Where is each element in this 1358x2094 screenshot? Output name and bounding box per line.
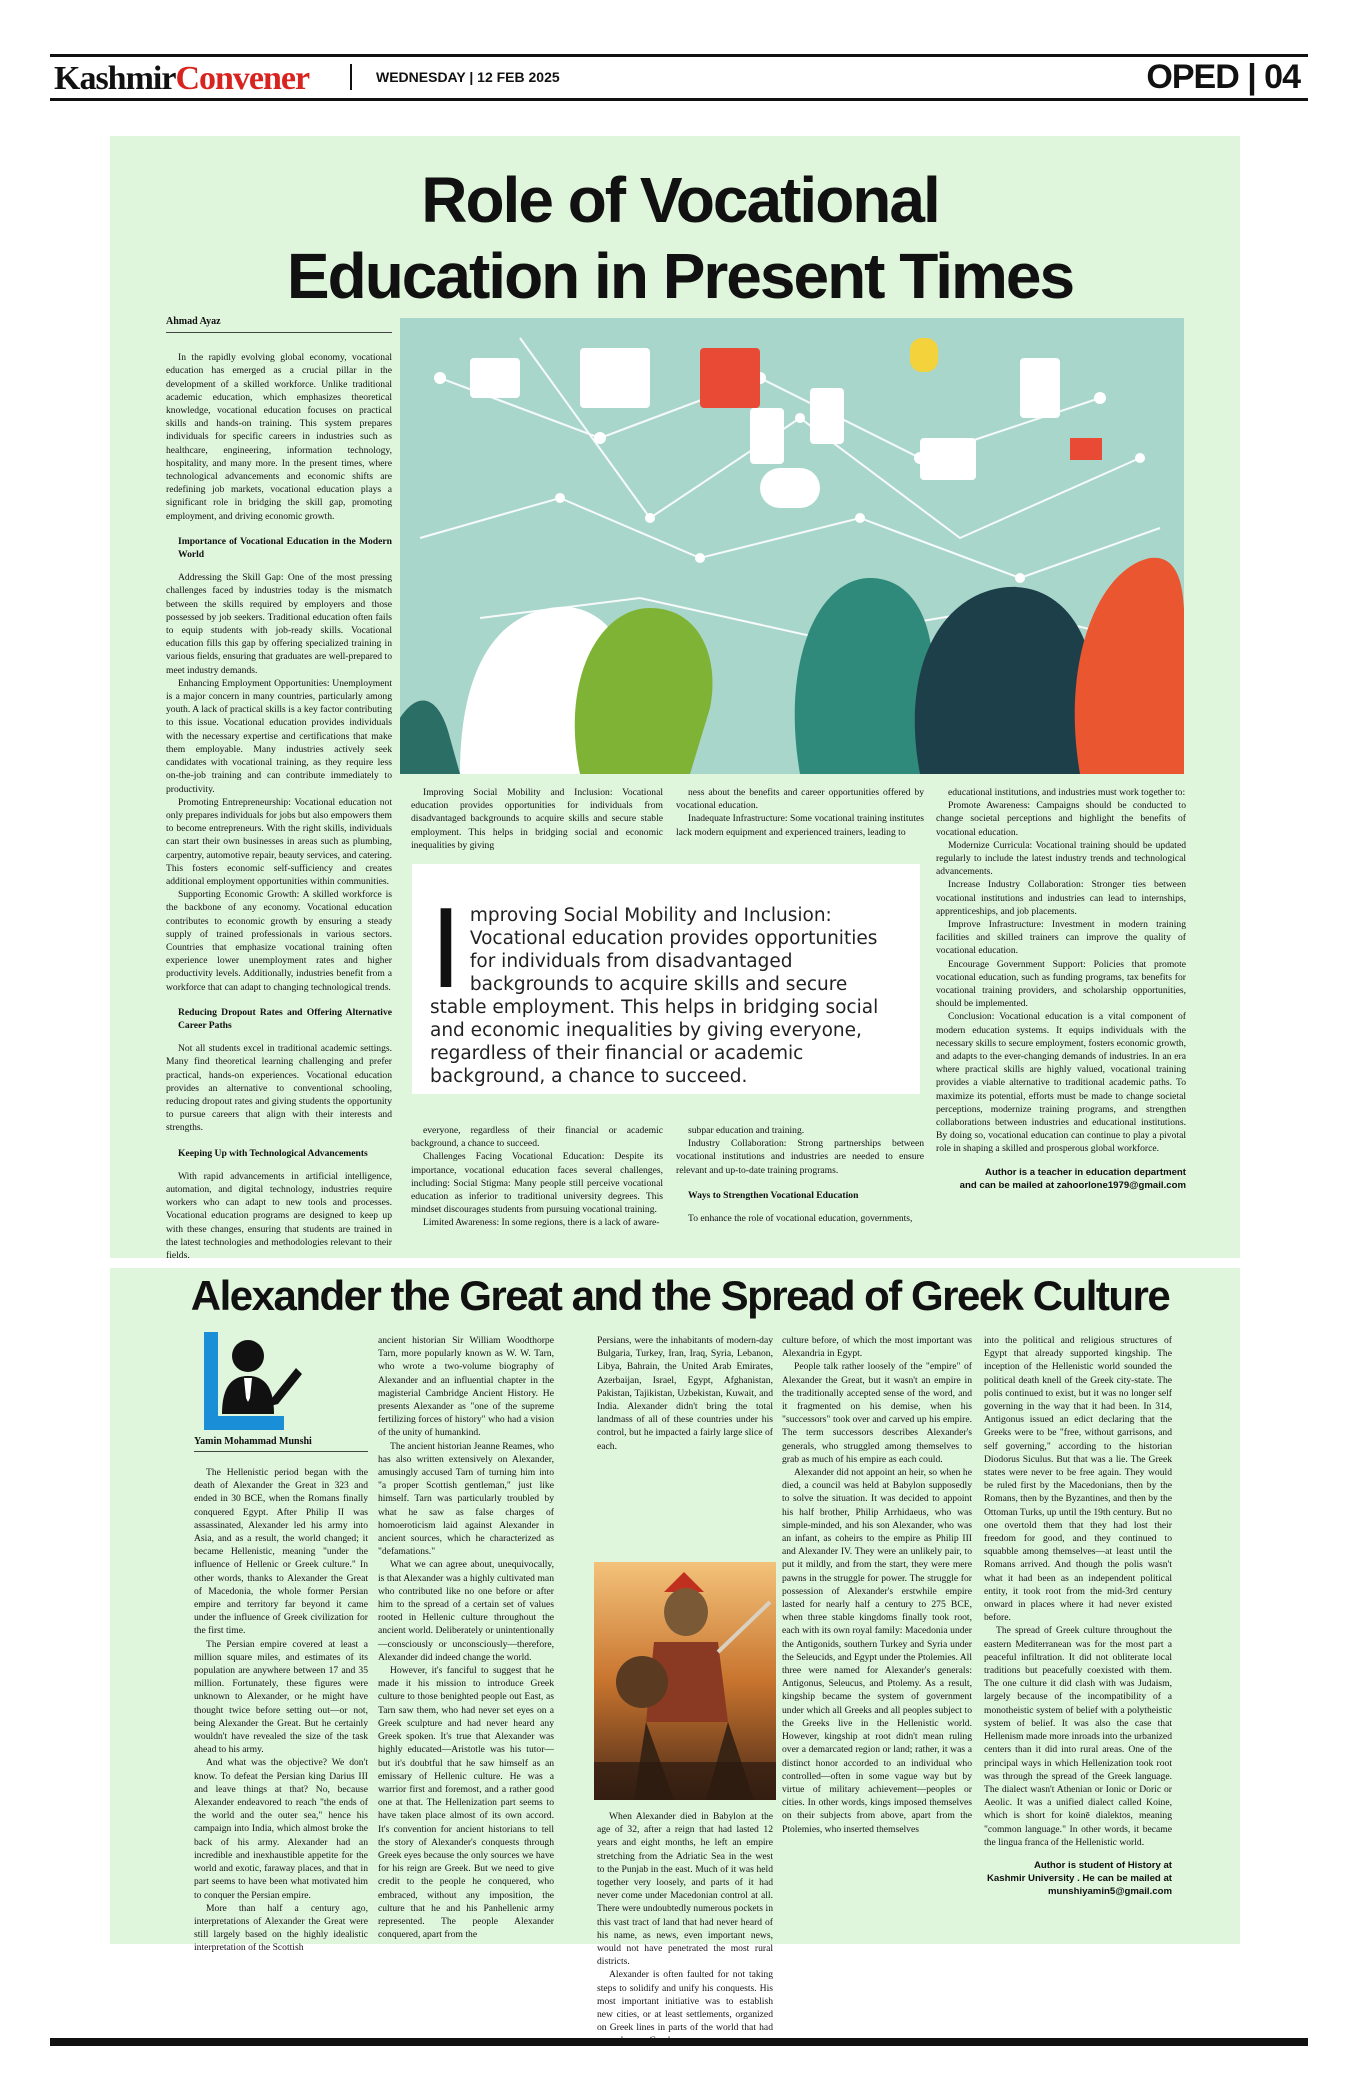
paragraph: Increase Industry Collaboration: Stronger ties between vocational institutions and industries can lead to internships, apprenticeships, and job placements. (936, 879, 1186, 917)
subheading: Importance of Vocational Education in the Modern World (178, 535, 392, 561)
author-byline: Ahmad Ayaz (166, 315, 392, 333)
subheading: Ways to Strengthen Vocational Education (688, 1189, 859, 1201)
paragraph: into the political and religious structures of Egypt that already supported kingship. The inception of the Hellenistic world sounded the political death knell of the Greek city-state. The polis continued to exist, but it was no longer self governing in the way that it had been. In 314, Antigonus issued an edict declaring that the Greeks were to be "free, without garrisons, and self governing," according to the historian Diodorus Siculus. But that was a lie. The Greek states were never to be free again. They would be ruled first by the Macedonians, then by the Romans, then by the Byzantines, and then by the Ottoman Turks, up until the 19th century. But no one overtold them that they had lost their freedom for good, and they continued to squabble among themselves—at least until the Romans arrived. And though the polis wasn't what it had been as an independent political entity, it took root from the mid-3rd century onward in places where it had never existed before. (984, 1335, 1172, 1624)
article-alexander-column-2 (378, 1334, 554, 1941)
battle-painting (594, 1562, 776, 1800)
paragraph: subpar education and training. (688, 1125, 805, 1136)
article-alexander-column-5 (984, 1334, 1172, 1898)
paragraph: Challenges Facing Vocational Education: Despite its importance, vocational education faces several challenges, including: Social Stigma: Many people still perceive vocational education as inferior to traditional university degrees. This mindset discourages students from pursuing vocational training. (411, 1151, 663, 1216)
paragraph: Inadequate Infrastructure: Some vocational training institutes lack modern equipment and experienced trainers, leading to (676, 813, 924, 838)
paragraph: everyone, regardless of their financial or academic background, a chance to succeed. (411, 1125, 663, 1150)
article-vocational-column-3b (676, 1124, 924, 1225)
paragraph: Enhancing Employment Opportunities: Unemployment is a major concern in many countries, particularly among youth. A lack of practical skills is a key factor contributing to this issue. Vocational education provides individuals with the necessary expertise and certifications that make them employable. Many industries actively seek candidates with vocational training, as they require less on-the-job training and can contribute immediately to productivity. (166, 677, 392, 795)
paragraph: Supporting Economic Growth: A skilled workforce is the backbone of any economy. Vocational education contributes to economic growth by ensuring a steady supply of trained professionals in various sectors. Countries that emphasize vocational training often experience lower unemployment rates and higher productivity levels. Additionally, industries benefit from a workforce that can adapt to changing technological trends. (166, 889, 392, 993)
paragraph: And what was the objective? We don't know. To defeat the Persian king Darius III and leave things at that? No, because Alexander endeavored to reach "the ends of the world and the outer sea," hence his campaign into India, which almost broke the back of his army. Alexander had an incredible and inexhaustible appetite for the world and exotic, faraway places, and that in part seems to have been what motivated him to conquer the Persian empire. (194, 1757, 368, 1901)
paragraph: educational institutions, and industries must work together to: (948, 787, 1186, 798)
paragraph: Modernize Curricula: Vocational training should be updated regularly to include the latest industry trends and technological advancements. (936, 839, 1186, 878)
paragraph: People talk rather loosely of the "empire" of Alexander the Great, but it wasn't an empire in the traditionally accepted sense of the word, and it fragmented on his demise, when his "successors" took over and carved up his empire. The term successors describes Alexander's generals, who struggled among themselves to grab as much of his empire as each could. (782, 1361, 972, 1465)
paragraph: In the rapidly evolving global economy, vocational education has emerged as a crucial pillar in the development of a skilled workforce. Unlike traditional academic education, which emphasizes theoretical knowledge, vocational education focuses on practical skills and hands-on training. This system prepares individuals for specific careers in industries such as healthcare, engineering, information technology, hospitality, and many more. In the present times, where technological advancements and economic shifts are redefining job markets, vocational education plays a significant role in bridging the skill gap, promoting employment, and driving economic growth. (166, 352, 392, 522)
paragraph: The spread of Greek culture throughout the eastern Mediterranean was for the most part a peaceful infiltration. It did not obliterate local traditions but peacefully coexisted with them. The one culture it did clash with was Judaism, largely because of the incompatibility of a monotheistic system of belief with a polytheistic system of belief. It was also the case that Hellenism made more inroads into the urbanized centers than it did into rural areas. One of the principal ways in which Hellenization took root was through the spread of the Greek language. The dialect wasn't Athenian or Ionic or Doric or Aeolic. It was a unified dialect called Koine, which is short for koinē dialektos, meaning "common language." In other words, it became the lingua franca of the Hellenistic world. (984, 1625, 1172, 1848)
paragraph: However, it's fanciful to suggest that he made it his mission to introduce Greek culture to those benighted people out East, as Tarn saw them, who had never set eyes on a Greek sculpture and had never heard any Greek spoken. It's true that Alexander was highly educated—Aristotle was his tutor—but it's doubtful that he saw himself as an emissary of Hellenic culture. He was a warrior first and foremost, and a rather good one at that. The Hellenization part seems to have taken place almost of its own accord. It's convention for ancient historians to tell the story of Alexander's conquests through Greek eyes because the only sources we have for his reign are Greek. But we need to give credit to the people he conquered, who embraced, without any imposition, the culture that he and his Panhellenic army represented. The people Alexander conquered, apart from the (378, 1665, 554, 1941)
paragraph: To enhance the role of vocational education, governments, (688, 1213, 913, 1225)
masthead (50, 58, 1308, 98)
drop-cap: I (430, 888, 462, 1013)
author-note: Author is a teacher in education department and can be mailed at zahoorlone1979@gmail.com (959, 1166, 1186, 1191)
author-writer-icon (200, 1332, 306, 1436)
paragraph: ness about the benefits and career opportunities offered by vocational education. (676, 787, 924, 812)
masthead-top-rule (50, 54, 1308, 57)
paragraph: Promoting Entrepreneurship: Vocational education not only prepares individuals for jobs but also empowers them to become entrepreneurs. With the right skills, individuals can start their own businesses in areas such as plumbing, carpentry, automotive repair, beauty services, and catering. This fosters economic self-sufficiency and creates additional employment opportunities within communities. (166, 796, 392, 887)
paragraph: Limited Awareness: In some regions, there is a lack of aware- (423, 1217, 660, 1229)
paragraph: Conclusion: Vocational education is a vital component of modern education systems. It equips individuals with the necessary skills to secure employment, fosters economic growth, and adapts to the ever-changing demands of industries. In an era where practical skills are highly valued, vocational training provides a viable alternative to traditional academic paths. To maximize its potential, efforts must be made to change societal perceptions, modernize training programs, and strengthen collaborations between industries and educational institutions. By doing so, vocational education can continue to play a pivotal role in shaping a skilled and prosperous global workforce. (936, 1011, 1186, 1155)
pull-quote-text: Improving Social Mobility and Inclusion: Vocational education provides opportunities for individuals from disadvantaged backgrounds to acquire skills and secure stable employment. This helps in bridging social and economic inequalities by giving everyone, regardless of their financial or academic background, a chance to succeed. (430, 888, 879, 1087)
article-alexander-column-4 (782, 1334, 972, 1836)
paragraph: Alexander did not appoint an heir, so when he died, a council was held at Babylon supposedly to solve the situation. It was decided to appoint his half brother, Philip Arrhidaeus, who was simple-minded, and his son Alexander, who was an infant, as coheirs to the empire as Philip III and Alexander IV. They were an unlikely pair, to put it mildly, and from the start, they were mere pawns in the struggle for power. The struggle for possession of Alexander's erstwhile empire lasted for nearly half a century to 275 BCE, when three stable kingdoms finally took root, each with its own royal family: Macedonia under the Antigonids, southern Turkey and Syria under the Seleucids, and Egypt under the Ptolemies. All three were named for Alexander's generals: Antigonus, Seleucus, and Ptolemy. As a result, kingship became the system of government under which all Greeks and all peoples subject to the Greeks live in the Hellenistic world. However, kingship at root didn't mean ruling over a demarcated region or land; rather, it was a distinct honor accorded to an individual who controlled—often in some vague way but by virtue of military achievement—peoples or cities. In other words, kings imposed themselves on their subjects from above, apart from the Ptolemies, who inserted themselves (782, 1467, 972, 1835)
illustration-svg (400, 318, 1184, 774)
paragraph: What we can agree about, unequivocally, is that Alexander was a highly cultivated man who contributed like no one before or after him to the spread of a certain set of values rooted in Hellenic culture throughout the ancient world. Deliberately or unintentionally—consciously or unconsciously—therefore, Alexander did indeed change the world. (378, 1559, 554, 1663)
paragraph: Addressing the Skill Gap: One of the most pressing challenges faced by industries today is the mismatch between the skills required by employers and those possessed by job seekers. Traditional education often fails to equip students with job-ready skills. Vocational education fills this gap by offering specialized training in various fields, ensuring that graduates are well-prepared to meet industry demands. (166, 572, 392, 676)
paragraph: Alexander is often faulted for not taking steps to solidify and unify his conquests. His most important initiative was to establish new cities, or at least settlements, organized on Greek lines in parts of the world that had (597, 1969, 773, 2034)
masthead-separator (350, 64, 352, 90)
article-alexander-column-3a (597, 1334, 773, 1453)
paragraph: The Hellenistic period began with the death of Alexander the Great in 323 and ended in 30 BCE, when the Romans finally conquered Egypt. After Philip II was assassinated, Alexander led his army into Asia, and as a result, the world changed; it became Hellenistic, meaning "under the influence of Hellenic or Greek culture." In other words, thanks to Alexander the Great of Macedonia, the whole former Persian empire and territory far beyond it came under the influence of Greek civilization for the first time. (194, 1467, 368, 1637)
article-alexander-column-3b (597, 1810, 773, 2048)
article-vocational-column-4 (936, 786, 1186, 1192)
subheading: Reducing Dropout Rates and Offering Alternative Career Paths (178, 1006, 392, 1031)
paragraph: When Alexander died in Babylon at the age of 32, after a reign that had lasted 12 years and eight months, he left an empire stretching from the Adriatic Sea in the west to the Punjab in the east. Much of it was held together very loosely, and parts of it had never come under Macedonian control at all. There were undoubtedly numerous pockets in this vast tract of land that had never heard of his name, as news, even important news, would not have penetrated the most rural districts. (597, 1811, 773, 1968)
newspaper-logo[interactable] (54, 60, 309, 98)
paragraph: culture before, of which the most important was Alexandria in Egypt. (782, 1335, 972, 1360)
footer-rule (50, 2038, 1308, 2046)
author-byline: Yamin Mohammad Munshi (194, 1436, 368, 1452)
article-alexander-column-1 (194, 1466, 368, 1955)
article-vocational-column-1 (166, 315, 392, 1262)
writer-icon (200, 1332, 306, 1436)
issue-date: WEDNESDAY | 12 FEB 2025 (376, 69, 560, 85)
article-vocational-headline: Role of Vocational Education in Present Times (286, 164, 1074, 312)
paragraph: Promote Awareness: Campaigns should be conducted to change societal perceptions and highlight the benefits of vocational education. (936, 800, 1186, 838)
logo-kashmir: Kashmir (54, 60, 176, 97)
paragraph: Industry Collaboration: Strong partnerships between vocational institutions and industries are needed to ensure relevant and up-to-date training programs. (676, 1138, 924, 1176)
masthead-bottom-rule (50, 98, 1308, 101)
paragraph: Improving Social Mobility and Inclusion: Vocational education provides opportunities for individuals from disadvantaged backgrounds to acquire skills and secure stable employment. This helps in bridging social and economic inequalities by giving (411, 787, 663, 851)
subheading: Keeping Up with Technological Advancements (178, 1147, 368, 1159)
paragraph: Not all students excel in traditional academic settings. Many find theoretical learning challenging and prefer practical, hands-on experiences. Vocational education provides an alternative to conventional schooling, reducing dropout rates and giving students the opportunity to pursue careers that align with their interests and strengths. (166, 1043, 392, 1134)
article-vocational-column-2b (411, 1124, 663, 1230)
paragraph: Persians, were the inhabitants of modern-day Bulgaria, Turkey, Iran, Iraq, Syria, Lebanon, Libya, Bahrain, the United Arab Emirates, Azerbaijan, Israel, Egypt, Afghanistan, Pakistan, Tajikistan, Uzbekistan, Kuwait, and India. Alexander didn't bring the total landmass of all of these countries under his control, but he impacted a fairly large slice of each. (597, 1335, 773, 1452)
paragraph: The ancient historian Jeanne Reames, who has also written extensively on Alexander, amusingly accused Tarn of turning him into "a proper Scottish gentleman," just like himself. Tarn was particularly troubled by what he saw as false charges of homoeroticism laid against Alexander in ancient sources, which he characterized as "defamations." (378, 1440, 554, 1558)
paragraph: The Persian empire covered at least a million square miles, and estimates of its population are anywhere between 17 and 35 million. Fortunately, these figures were unknown to Alexander, or he might have thought twice before setting out—or not, being Alexander the Great. But he certainly wouldn't have revealed the size of the task ahead to his army. (194, 1638, 368, 1756)
page-section-label: OPED | 04 (1146, 58, 1300, 96)
battle-painting-svg (594, 1562, 776, 1800)
article-vocational-column-3a (676, 786, 924, 839)
paragraph: Improve Infrastructure: Investment in modern training facilities and skilled trainers can improve the quality of vocational education. (936, 919, 1186, 957)
logo-convener: Convener (175, 60, 310, 97)
article-alexander-headline: Alexander the Great and the Spread of Greek Culture (190, 1272, 1170, 1319)
author-note: Author is student of History at Kashmir University . He can be mailed at munshiyamin5@gmail.com (986, 1859, 1172, 1897)
paragraph: With rapid advancements in artificial intelligence, automation, and digital technology, industries require workers who can adapt to new tools and processes. Vocational education programs are designed to keep up with these changes, ensuring that students are trained in the latest technologies and methodologies relevant to their fields. (166, 1170, 392, 1261)
paragraph: Encourage Government Support: Policies that promote vocational education, such as funding programs, tax benefits for vocational training providers, and scholarship opportunities, should be implemented. (936, 958, 1186, 1010)
paragraph: More than half a century ago, interpretations of Alexander the Great were still largely based on the highly idealistic interpretation of the Scottish (194, 1902, 368, 1954)
pull-quote (412, 864, 920, 1094)
paragraph: ancient historian Sir William Woodthorpe Tarn, more popularly known as W. W. Tarn, who wrote a two-volume biography of Alexander and an influential chapter in the magisterial Cambridge Ancient History. He presents Alexander as "one of the supreme fertilizing forces of history" who had a vision of the unity of humankind. (378, 1335, 554, 1439)
article-vocational-column-2a (411, 786, 663, 852)
vocational-illustration (400, 318, 1184, 774)
